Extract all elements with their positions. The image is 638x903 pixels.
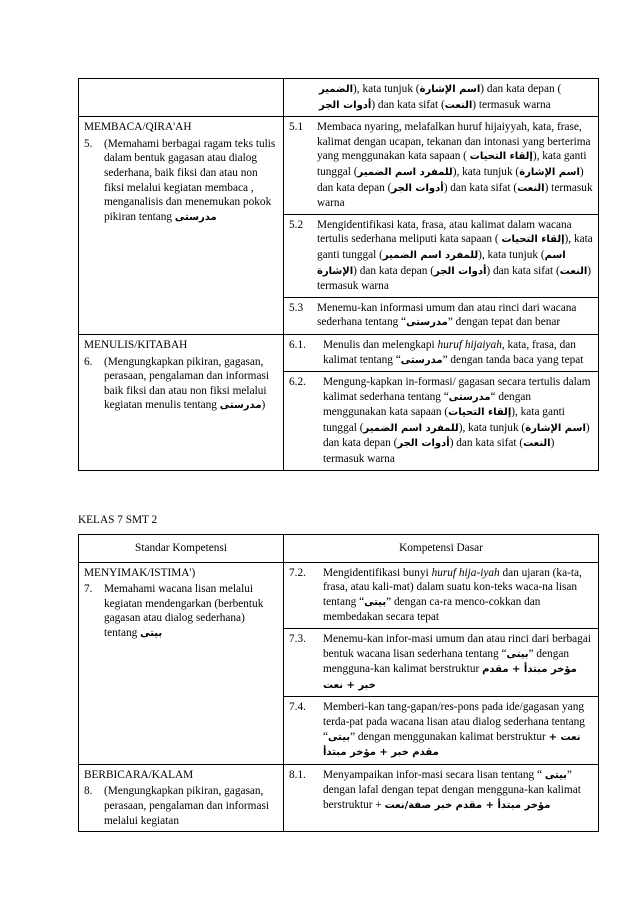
text-run: ) dan kata depan (: [323, 421, 590, 450]
kd-number: 8.1.: [289, 768, 306, 781]
text-run: ), kata tunjuk (: [353, 83, 420, 95]
arabic-term: اسم الإشارة: [419, 84, 481, 95]
arabic-term: مؤخر مبتدأ + مقدم خبر + نعت: [323, 664, 577, 691]
kd-text: [323, 338, 594, 368]
text-run: ) dan kata depan (: [480, 83, 562, 95]
competency-table-bottom: [78, 534, 599, 832]
membaca-row: [79, 117, 599, 215]
arabic-term: أدوات الجر: [397, 438, 450, 450]
header-standar-kompetensi: Standar Kompetensi: [79, 535, 284, 563]
text-run: dan ujaran (ka-ta, frasa, atau kali-mat) dalam suatu kon-teks waca-na lisan tentang “: [323, 566, 582, 608]
kd-item-7-3: [289, 632, 594, 693]
empty-cell: [79, 79, 284, 117]
menyimak-sk-cell: [79, 562, 284, 764]
arabic-term: النعت: [517, 182, 545, 194]
sk-text-latin: (Mengungkapkan pikiran, gagasan, perasaan, pengalaman dan informasi baik fiksi dan atau non fiksi melalui kegiatan menulis tentang: [104, 355, 269, 412]
kd-cell: [284, 562, 599, 628]
sk-text: [104, 355, 279, 414]
arabic-term: مؤخر مبتدأ + مقدم خبر صفة/نعت: [384, 799, 551, 811]
arabic-term: بيتى: [364, 596, 387, 608]
kd-text: [317, 218, 594, 294]
kd-text: [323, 768, 594, 814]
kd-cell: [284, 334, 599, 371]
text-run: ) dan kata sifat (: [443, 181, 518, 194]
continuation-cell: [284, 79, 599, 117]
text-run: ) dan kata sifat (: [371, 98, 445, 111]
arabic-term: مدرستى: [400, 354, 443, 366]
text-run: Memberi-kan tang-gapan/res-pons pada ide/gagasan yang terda-pat pada wacana lisan atau dialog sederhana tentang “: [323, 701, 585, 743]
section-title: MENYIMAK/ISTIMA'): [84, 566, 196, 579]
kd-text: [317, 301, 594, 331]
arabic-term: أدوات الجر: [391, 182, 444, 194]
sk-item: [84, 582, 279, 641]
text-run: ), kata tunjuk (: [478, 248, 545, 261]
sk-item: [84, 784, 279, 828]
sk-number: 8.: [84, 785, 93, 798]
text-run: ) termasuk warna: [472, 98, 551, 111]
section-title: MENULIS/KITABAH: [84, 338, 188, 351]
sk-text-arabic: بيتى: [140, 627, 163, 639]
text-run: ) termasuk warna: [317, 181, 593, 210]
kd-number: 7.2.: [289, 566, 306, 579]
arabic-term: الضمير: [319, 84, 354, 95]
text-run: Menyampaikan infor-masi secara lisan tentang “: [323, 768, 545, 781]
text-run: ) dan kata sifat (: [486, 264, 560, 277]
kd-cell: [284, 117, 599, 215]
kd-item-7-2: [289, 566, 594, 625]
arabic-term: للمفرد اسم الضمير: [357, 166, 453, 178]
arabic-term: النعت: [444, 99, 473, 111]
header-row: [79, 535, 599, 563]
arabic-term: بيتى: [328, 731, 351, 743]
text-run: Mengidentifikasi kata, frasa, atau kalimat dalam wacana tertulis sederhana meliputi kata sapaan (: [317, 218, 572, 246]
text-run: Menemu-kan informasi umum dan atau rinci dari wacana sederhana tentang “: [317, 301, 577, 329]
arabic-term: إلقاء التحيات: [448, 407, 512, 419]
text-run: ” dengan mengguna-kan kalimat berstruktur: [323, 647, 570, 676]
kd-number: 7.4.: [289, 701, 306, 714]
kd-text: [323, 566, 594, 625]
arabic-term: بيتى: [506, 648, 529, 660]
arabic-term: النعت: [523, 438, 551, 450]
kd-text: [317, 120, 594, 211]
text-run: ), kata ganti tunggal (: [323, 406, 565, 434]
kd-number: 6.1.: [289, 338, 306, 351]
arabic-term: مدرستى: [406, 317, 448, 329]
text-run: ) termasuk warna: [317, 264, 592, 293]
kd-text: [323, 700, 594, 760]
continuation-line-2: [289, 98, 594, 114]
text-run: ) dan kata depan (: [353, 264, 435, 277]
arabic-term: أدوات الجر: [434, 265, 487, 277]
kd-item-5-3: [289, 301, 594, 331]
sk-text: (Mengungkapkan pikiran, gagasan, perasaan, pengalaman dan informasi melalui kegiatan: [104, 785, 269, 827]
sk-text-arabic: مدرستى: [174, 211, 217, 223]
sk-text-latin: Memahami wacana lisan melalui kegiatan mendengarkan (berbentuk gagasan atau dialog sederhana) tentang: [104, 583, 264, 639]
text-run: ” dengan lafal dengan tepat dengan mengguna-kan kalimat berstruktur +: [323, 768, 581, 811]
sk-text-latin: (Memahami berbagai ragam teks tulis dalam bentuk gagasan atau dialog sederhana, baik fiksi dan atau non fiksi melalui kegiatan membaca , menganalisis dan menemukan pokok pikiran tentang: [104, 137, 276, 223]
text-run: Mengung-kapkan in-formasi/ gagasan secara tertulis dalam kalimat sederhana tentang “: [323, 376, 591, 403]
text-run: “ dengan menggunakan kata sapaan (: [323, 390, 532, 419]
text-run: ) dan kata depan (: [317, 165, 584, 194]
text-run: huruf hija-iyah: [431, 566, 500, 579]
arabic-term: إلقاء التحيات: [469, 151, 533, 163]
kd-item-5-1: [289, 120, 594, 211]
kd-cell: [284, 297, 599, 334]
kd-item-8-1: [289, 768, 594, 814]
arabic-term: مدرستى: [448, 391, 491, 403]
arabic-term: اسم الإشارة: [519, 166, 580, 178]
header-kompetensi-dasar: Kompetensi Dasar: [284, 535, 599, 563]
kd-number: 5.3: [289, 301, 304, 314]
text-run: Menulis dan melengkapi: [323, 338, 438, 351]
menulis-row: [79, 334, 599, 371]
text-run: Membaca nyaring, melafalkan huruf hijaiyyah, kata, frase, kalimat dengan ucapan, tekanan dan intonasi yang berterima yang menggunakan kata sapaan (: [317, 121, 591, 163]
text-run: ), kata ganti tunggal (: [317, 233, 593, 261]
berbicara-sk-cell: [79, 764, 284, 831]
sk-number: 7.: [84, 583, 93, 596]
text-run: ” dengan tanda baca yang tepat: [442, 353, 584, 366]
arabic-term: نعت + مقدم خبر + مؤخر مبتدأ: [323, 731, 581, 759]
text-run: ” dengan ca-ra menco-cokkan dan membedakan secara tepat: [323, 595, 541, 624]
kd-number: 5.2: [289, 218, 304, 231]
arabic-term: النعت: [559, 265, 588, 277]
berbicara-row: [79, 764, 599, 831]
menulis-sk-cell: [79, 334, 284, 470]
kd-text: [323, 375, 594, 467]
continuation-row: [79, 79, 599, 117]
text-run: Menemu-kan infor-masi umum dan atau rinci dari berbagai bentuk wacana lisan sederhana tentang “: [323, 632, 591, 660]
kd-item-6-2: [289, 375, 594, 467]
arabic-term: للمفرد اسم الضمير: [363, 422, 459, 434]
kd-item-6-1: [289, 338, 594, 368]
arabic-term: اسم الإشارة: [317, 249, 566, 277]
competency-table-top: [78, 78, 599, 471]
membaca-sk-cell: [79, 117, 284, 335]
kd-cell: [284, 214, 599, 297]
sk-number: 5.: [84, 137, 93, 150]
text-run: ), kata tunjuk (: [458, 421, 526, 434]
kd-item-7-4: [289, 700, 594, 760]
sk-number: 6.: [84, 355, 93, 368]
text-run: huruf hijaiyah: [437, 338, 502, 351]
text-run: ), kata tunjuk (: [452, 165, 520, 178]
arabic-term: أدوات الجر: [319, 99, 372, 111]
text-run: ), kata ganti tunggal (: [317, 150, 587, 178]
section-title: MEMBACA/QIRA'AH: [84, 121, 192, 134]
text-run: ) termasuk warna: [323, 437, 555, 466]
kd-cell: [284, 372, 599, 471]
sk-text-arabic: مدرستى: [219, 400, 262, 412]
section-title: BERBICARA/KALAM: [84, 768, 194, 781]
kd-number: 6.2.: [289, 376, 306, 389]
kelas-heading: KELAS 7 SMT 2: [78, 514, 158, 526]
arabic-term: للمفرد اسم الضمير: [382, 249, 479, 261]
kd-item-5-2: [289, 218, 594, 294]
sk-text: [104, 137, 279, 226]
sk-item: [84, 355, 279, 414]
kd-number: 7.3.: [289, 632, 306, 645]
sk-item: [84, 137, 279, 226]
text-run: ” dengan tepat dan benar: [447, 316, 561, 329]
arabic-term: بيتى: [544, 769, 567, 781]
text-run: ) dan kata sifat (: [449, 437, 524, 450]
text-run: Mengidentifikasi bunyi: [323, 566, 432, 579]
sk-text: [104, 582, 279, 641]
arabic-term: إلقاء التحيات: [501, 234, 565, 246]
text-run: , kata, frasa, dan kalimat tentang “: [323, 338, 576, 366]
kd-cell: [284, 764, 599, 831]
text-run: ” dengan menggunakan kalimat berstruktur: [350, 730, 549, 743]
sk-text-end: ): [261, 399, 266, 412]
kd-cell: [284, 628, 599, 696]
arabic-term: اسم الإشارة: [525, 422, 586, 434]
kd-number: 5.1: [289, 121, 304, 134]
kd-text: [323, 632, 594, 693]
menyimak-row: [79, 562, 599, 628]
kd-cell: [284, 697, 599, 764]
continuation-line-1: [289, 82, 594, 98]
